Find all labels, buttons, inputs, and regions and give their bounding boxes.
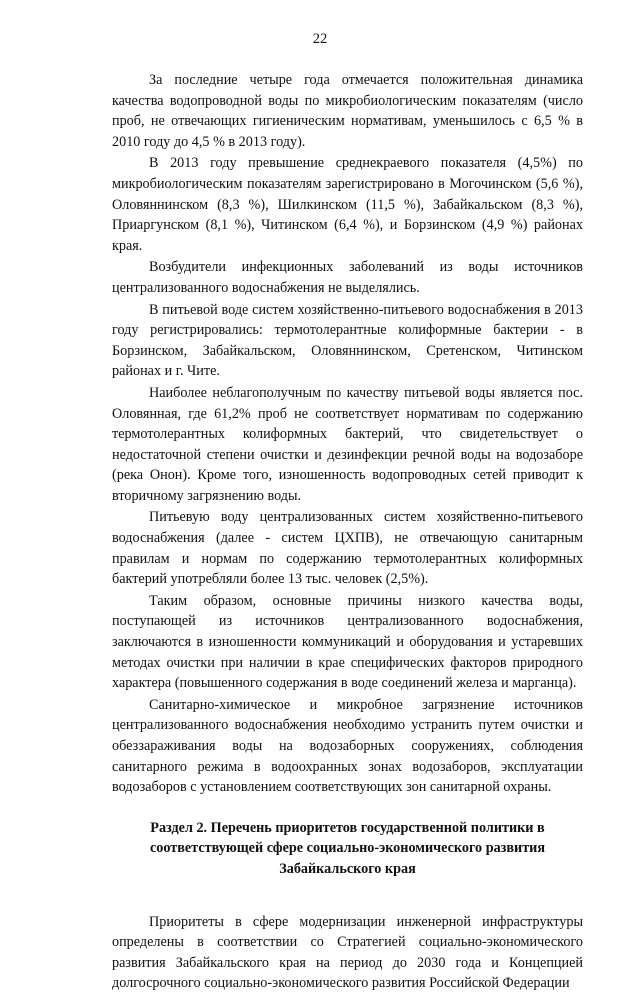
paragraph-main-causes: Таким образом, основные причины низкого качества воды, поступающей из источников централизованного водоснабжения, заключаются в изношенности коммуникаций и оборудования и устаревших методах очистки при наличии в крае специфических факторов природного характера (повышенного содержания в воде соединений железа и марганца). (112, 592, 583, 692)
page-number: 22 (312, 31, 328, 47)
paragraph-pollution-measures: Санитарно-химическое и микробное загрязнение источников централизованного водоснабжения необходимо устранить путем очистки и обеззараживания воды на водозаборных сооружениях, соблюдения санитарного режима в водоохранных зонах водозаборов, эксплуатации водозаборов с установлением соответствующих зон санитарной охраны. (112, 696, 583, 796)
paragraph-priorities: Приоритеты в сфере модернизации инженерной инфраструктуры определены в соответствии со Стратегией социально-экономического развития Забайкальского края на период до 2030 года и Концепцией долгосрочного социально-экономического развития Российской Федерации (112, 913, 583, 992)
paragraph-pathogens: Возбудители инфекционных заболеваний из воды источников централизованного водоснабжения не выделялись. (112, 259, 583, 296)
section-heading-line: Забайкальского края (279, 860, 416, 877)
document-body (112, 70, 583, 995)
paragraph-consumers: Питьевую воду централизованных систем хозяйственно-питьевого водоснабжения (далее - систем ЦХПВ), не отвечающую санитарным правилам и нормам по содержанию термотолерантных колиформных бактерий употребляли более 13 тыс. человек (2,5%). (112, 509, 583, 588)
section-heading (112, 818, 583, 880)
section-heading-line: соответствующей сфере социально-экономического развития (149, 840, 546, 857)
paragraph-district-exceedances: В 2013 году превышение среднекраевого показателя (4,5%) по микробиологическим показателям зарегистрировано в Могочинском (5,6 %), Оловяннинском (8,3 %), Шилкинском (11,5 %), Забайкальском (8,3 %), Приаргунском (8,1 %), Читинском (6,4 %), и Борзинском (4,9 %) районах края. (112, 155, 583, 254)
paragraph-water-quality-dynamics: За последние четыре года отмечается положительная динамика качества водопроводной воды по микробиологическим показателям (число проб, не отвечающих гигиеническим нормативам, уменьшилось с 6,5 % в 2010 году до 4,5 % в 2013 году). (112, 72, 583, 150)
section-heading-line: Раздел 2. Перечень приоритетов государственной политики в (150, 819, 545, 836)
paragraph-coliform-bacteria: В питьевой воде систем хозяйственно-питьевого водоснабжения в 2013 году регистрировались: термотолерантные колиформные бактерии - в Борзинском, Забайкальском, Оловяннинском, Сретенском, Читинском районах и г. Чите. (112, 301, 583, 380)
paragraph-olovyannaya: Наиболее неблагополучным по качеству питьевой воды является пос. Оловянная, где 61,2% проб не соответствует нормативам по содержанию термотолерантных колиформных бактерий, что свидетельствует о недостаточной степени очистки и дезинфекции речной воды на водозаборе (река Онон). Кроме того, изношенность водопроводных сетей приводит к вторичному загрязнению воды. (112, 384, 583, 504)
